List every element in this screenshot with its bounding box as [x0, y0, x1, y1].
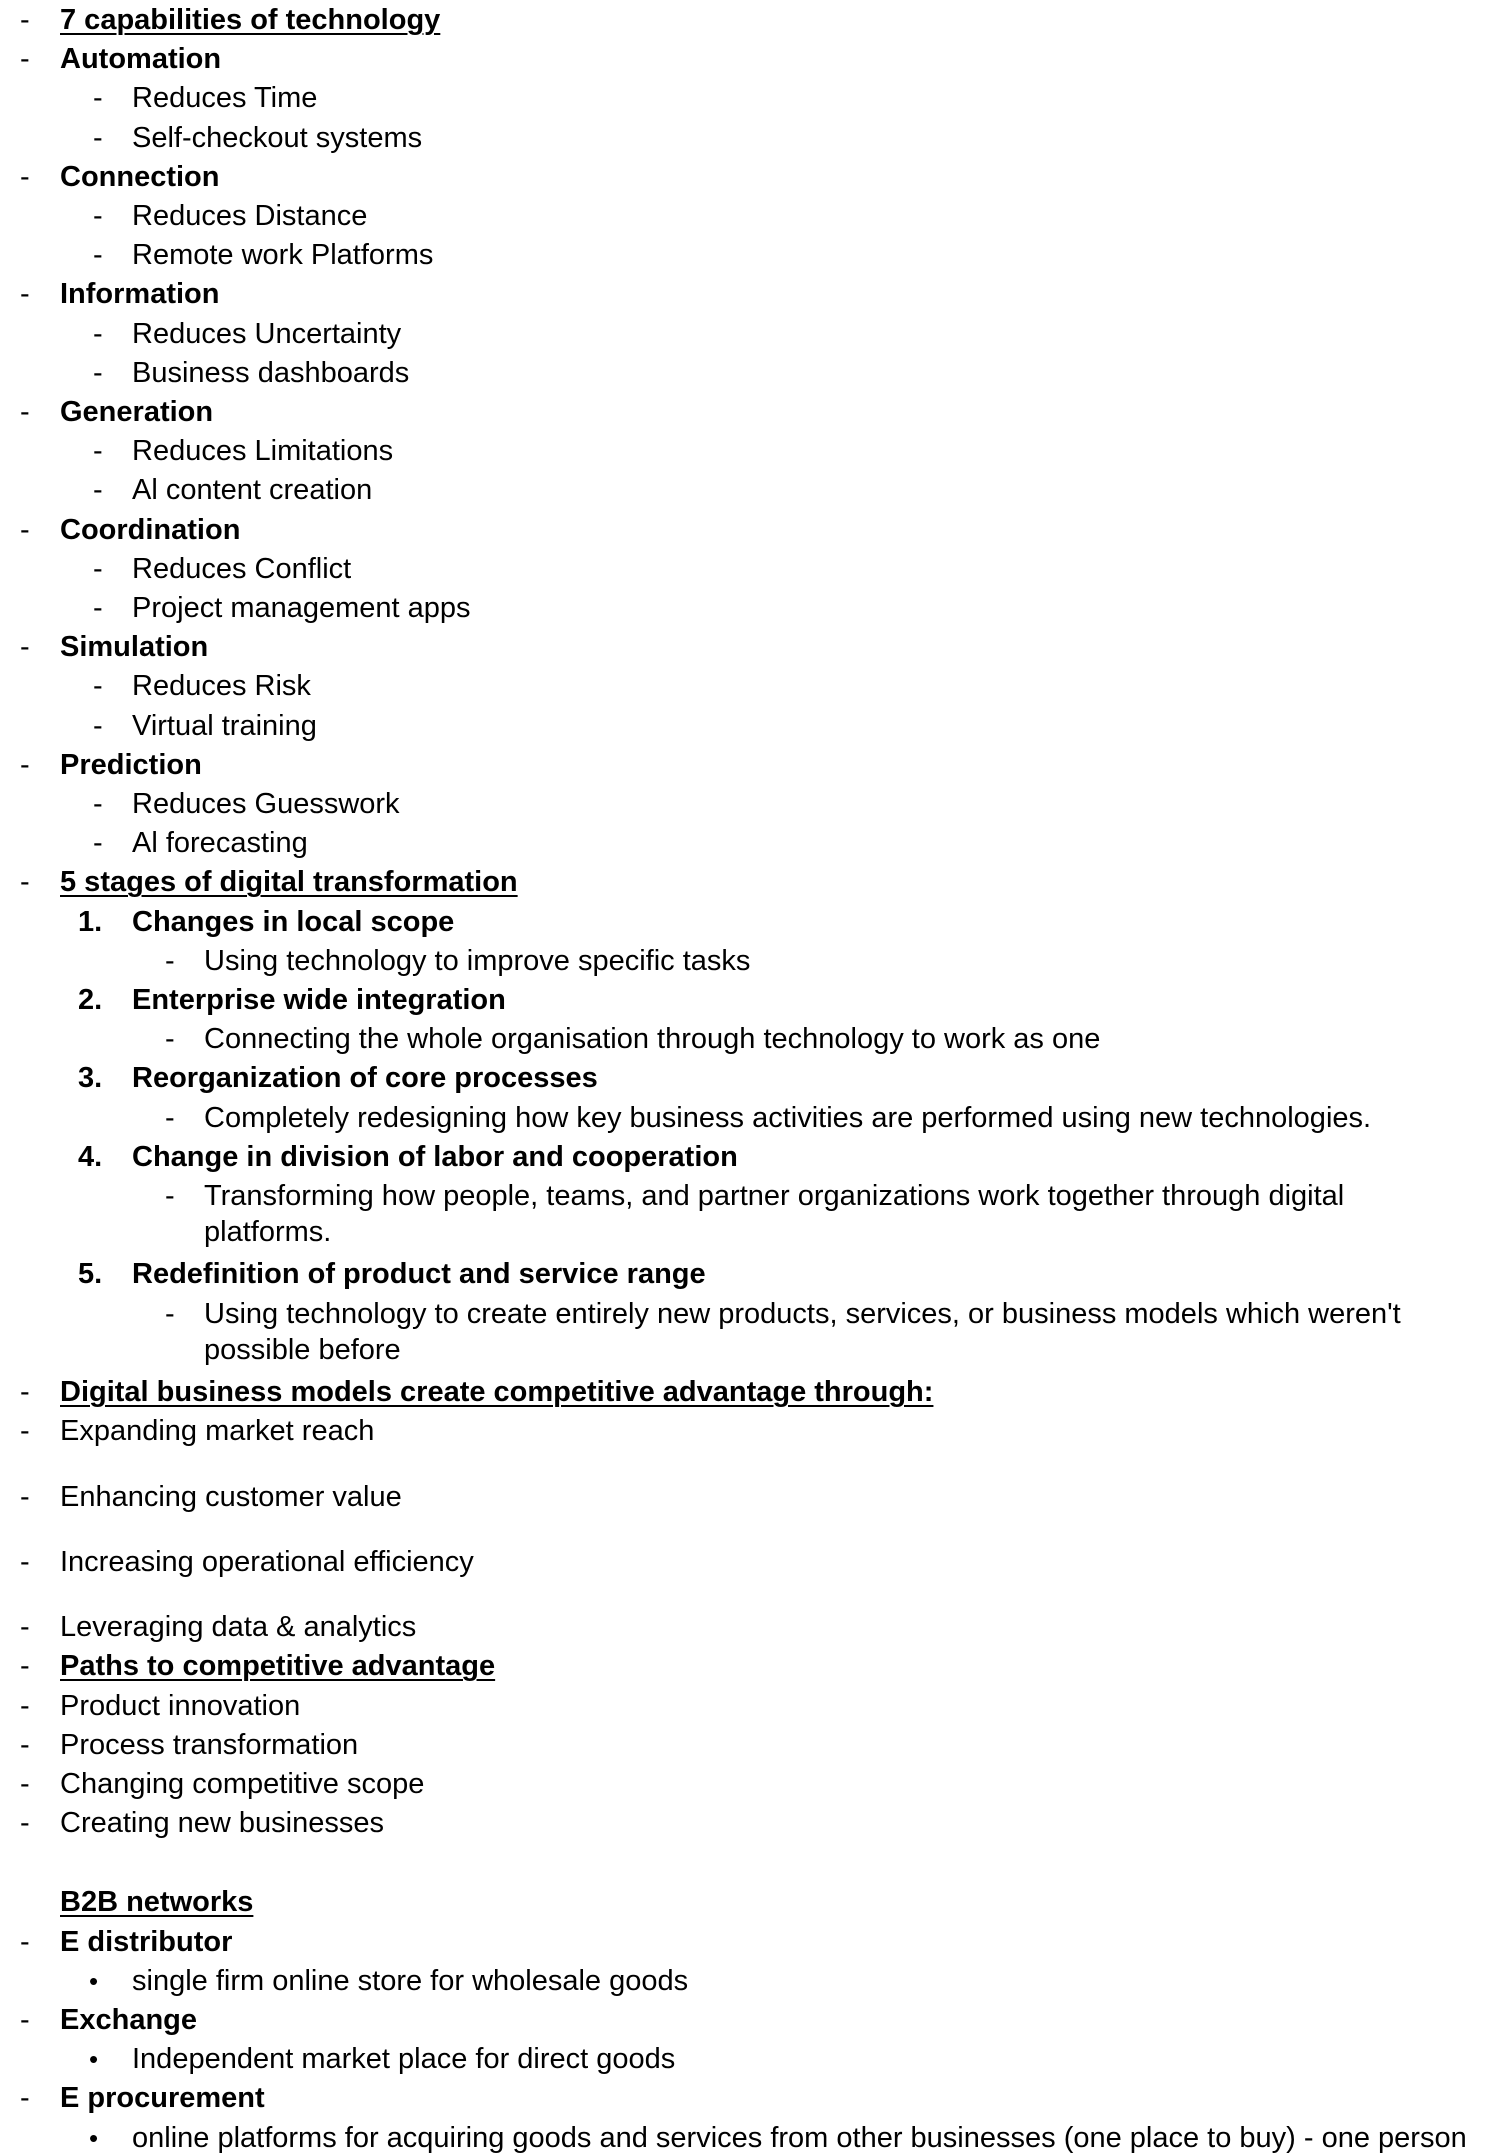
- dash-marker: -: [93, 709, 103, 742]
- capability-example: Al forecasting: [132, 827, 308, 860]
- stage-description: Using technology to improve specific tasks: [204, 944, 751, 977]
- dash-marker: -: [20, 2082, 30, 2115]
- capability-example: Remote work Platforms: [132, 239, 434, 272]
- capability-effect: Reduces Conflict: [132, 552, 352, 585]
- b2b-heading: B2B networks: [60, 1886, 254, 1919]
- digital-model-item: Increasing operational efficiency: [60, 1545, 474, 1578]
- b2b-name: Exchange: [60, 2003, 197, 2036]
- bullet-marker: •: [89, 1965, 99, 1996]
- capability-example: Al content creation: [132, 474, 373, 507]
- dash-marker: -: [93, 788, 103, 820]
- stages-heading: 5 stages of digital transformation: [60, 866, 518, 899]
- dash-marker: -: [20, 2003, 30, 2036]
- stage-number: 4.: [78, 1140, 103, 1173]
- stage-title: Change in division of labor and cooperation: [132, 1140, 738, 1173]
- dash-marker: -: [20, 1611, 30, 1644]
- dash-marker: -: [93, 592, 103, 624]
- capability-name: Coordination: [60, 513, 241, 546]
- stage-number: 1.: [78, 905, 103, 938]
- dash-marker: -: [20, 1650, 30, 1683]
- dash-marker: -: [20, 1545, 30, 1578]
- b2b-name: E procurement: [60, 2082, 265, 2115]
- bullet-marker: •: [89, 2122, 99, 2153]
- dash-marker: -: [20, 1480, 30, 1513]
- dash-marker: -: [20, 631, 30, 664]
- path-item: Creating new businesses: [60, 1807, 385, 1840]
- path-item: Changing competitive scope: [60, 1767, 425, 1800]
- stage-description: Completely redesigning how key business activities are performed using new technologies.: [204, 1101, 1372, 1134]
- bullet-marker: •: [89, 2044, 99, 2075]
- dash-marker: -: [20, 1689, 30, 1722]
- capability-effect: Reduces Uncertainty: [132, 317, 402, 350]
- dash-marker: -: [165, 1297, 175, 1330]
- dash-marker: -: [93, 827, 103, 860]
- dash-marker: -: [20, 4, 30, 36]
- capability-name: Prediction: [60, 748, 202, 781]
- b2b-description: Independent market place for direct goods: [132, 2043, 676, 2076]
- dash-marker: -: [20, 1415, 30, 1448]
- b2b-name: E distributor: [60, 1925, 233, 1958]
- stage-number: 2.: [78, 984, 103, 1016]
- dash-marker: -: [165, 944, 175, 977]
- dash-marker: -: [93, 552, 103, 585]
- dash-marker: -: [20, 1807, 30, 1840]
- capabilities-heading: 7 capabilities of technology: [60, 4, 441, 36]
- dash-marker: -: [165, 1023, 175, 1056]
- b2b-description: single firm online store for wholesale goods: [132, 1964, 689, 1997]
- stage-description: Using technology to create entirely new products, services, or business models which weren't possible before: [204, 1297, 1401, 1366]
- dash-marker: -: [20, 748, 30, 781]
- b2b-description: online platforms for acquiring goods and services from other businesses (one place to buy) - one person: [132, 2121, 1467, 2154]
- dash-marker: -: [165, 1180, 175, 1212]
- digital-model-item: Enhancing customer value: [60, 1480, 402, 1513]
- capability-name: Generation: [60, 396, 214, 428]
- dash-marker: -: [93, 356, 103, 389]
- dash-marker: -: [20, 1728, 30, 1761]
- capability-example: Self-checkout systems: [132, 121, 423, 154]
- digital-model-item: Expanding market reach: [60, 1415, 375, 1448]
- stage-description: Connecting the whole organisation through technology to work as one: [204, 1023, 1101, 1056]
- capability-name: Connection: [60, 160, 220, 193]
- dash-marker: -: [93, 200, 103, 232]
- dash-marker: -: [20, 1376, 30, 1408]
- capability-example: Virtual training: [132, 709, 317, 742]
- stage-title: Enterprise wide integration: [132, 984, 506, 1016]
- dash-marker: -: [20, 278, 30, 311]
- dash-marker: -: [20, 1925, 30, 1958]
- capability-name: Information: [60, 278, 220, 311]
- dash-marker: -: [20, 160, 30, 193]
- stage-title: Reorganization of core processes: [132, 1062, 598, 1095]
- dash-marker: -: [20, 866, 30, 899]
- capability-example: Business dashboards: [132, 356, 410, 389]
- capability-effect: Reduces Risk: [132, 670, 311, 703]
- digital-model-item: Leveraging data & analytics: [60, 1611, 417, 1644]
- capability-effect: Reduces Guesswork: [132, 788, 400, 820]
- dash-marker: -: [20, 396, 30, 428]
- capability-example: Project management apps: [132, 592, 471, 624]
- path-item: Process transformation: [60, 1728, 359, 1761]
- capability-name: Automation: [60, 43, 222, 76]
- path-item: Product innovation: [60, 1689, 301, 1722]
- capability-effect: Reduces Time: [132, 82, 318, 115]
- dash-marker: -: [93, 317, 103, 350]
- stage-title: Changes in local scope: [132, 905, 455, 938]
- paths-heading: Paths to competitive advantage: [60, 1650, 496, 1683]
- stage-number: 3.: [78, 1062, 103, 1095]
- digital-models-heading: Digital business models create competitive advantage through:: [60, 1376, 934, 1408]
- dash-marker: -: [20, 1767, 30, 1800]
- dash-marker: -: [93, 82, 103, 115]
- capability-effect: Reduces Distance: [132, 200, 368, 232]
- capability-effect: Reduces Limitations: [132, 435, 394, 468]
- capability-name: Simulation: [60, 631, 209, 664]
- dash-marker: -: [93, 474, 103, 507]
- stage-title: Redefinition of product and service range: [132, 1258, 706, 1291]
- dash-marker: -: [165, 1101, 175, 1134]
- stage-description: Transforming how people, teams, and partner organizations work together through digital platforms.: [204, 1180, 1345, 1248]
- dash-marker: -: [93, 239, 103, 272]
- dash-marker: -: [93, 670, 103, 703]
- stage-number: 5.: [78, 1258, 103, 1291]
- dash-marker: -: [93, 435, 103, 468]
- dash-marker: -: [20, 513, 30, 546]
- dash-marker: -: [20, 43, 30, 76]
- dash-marker: -: [93, 121, 103, 154]
